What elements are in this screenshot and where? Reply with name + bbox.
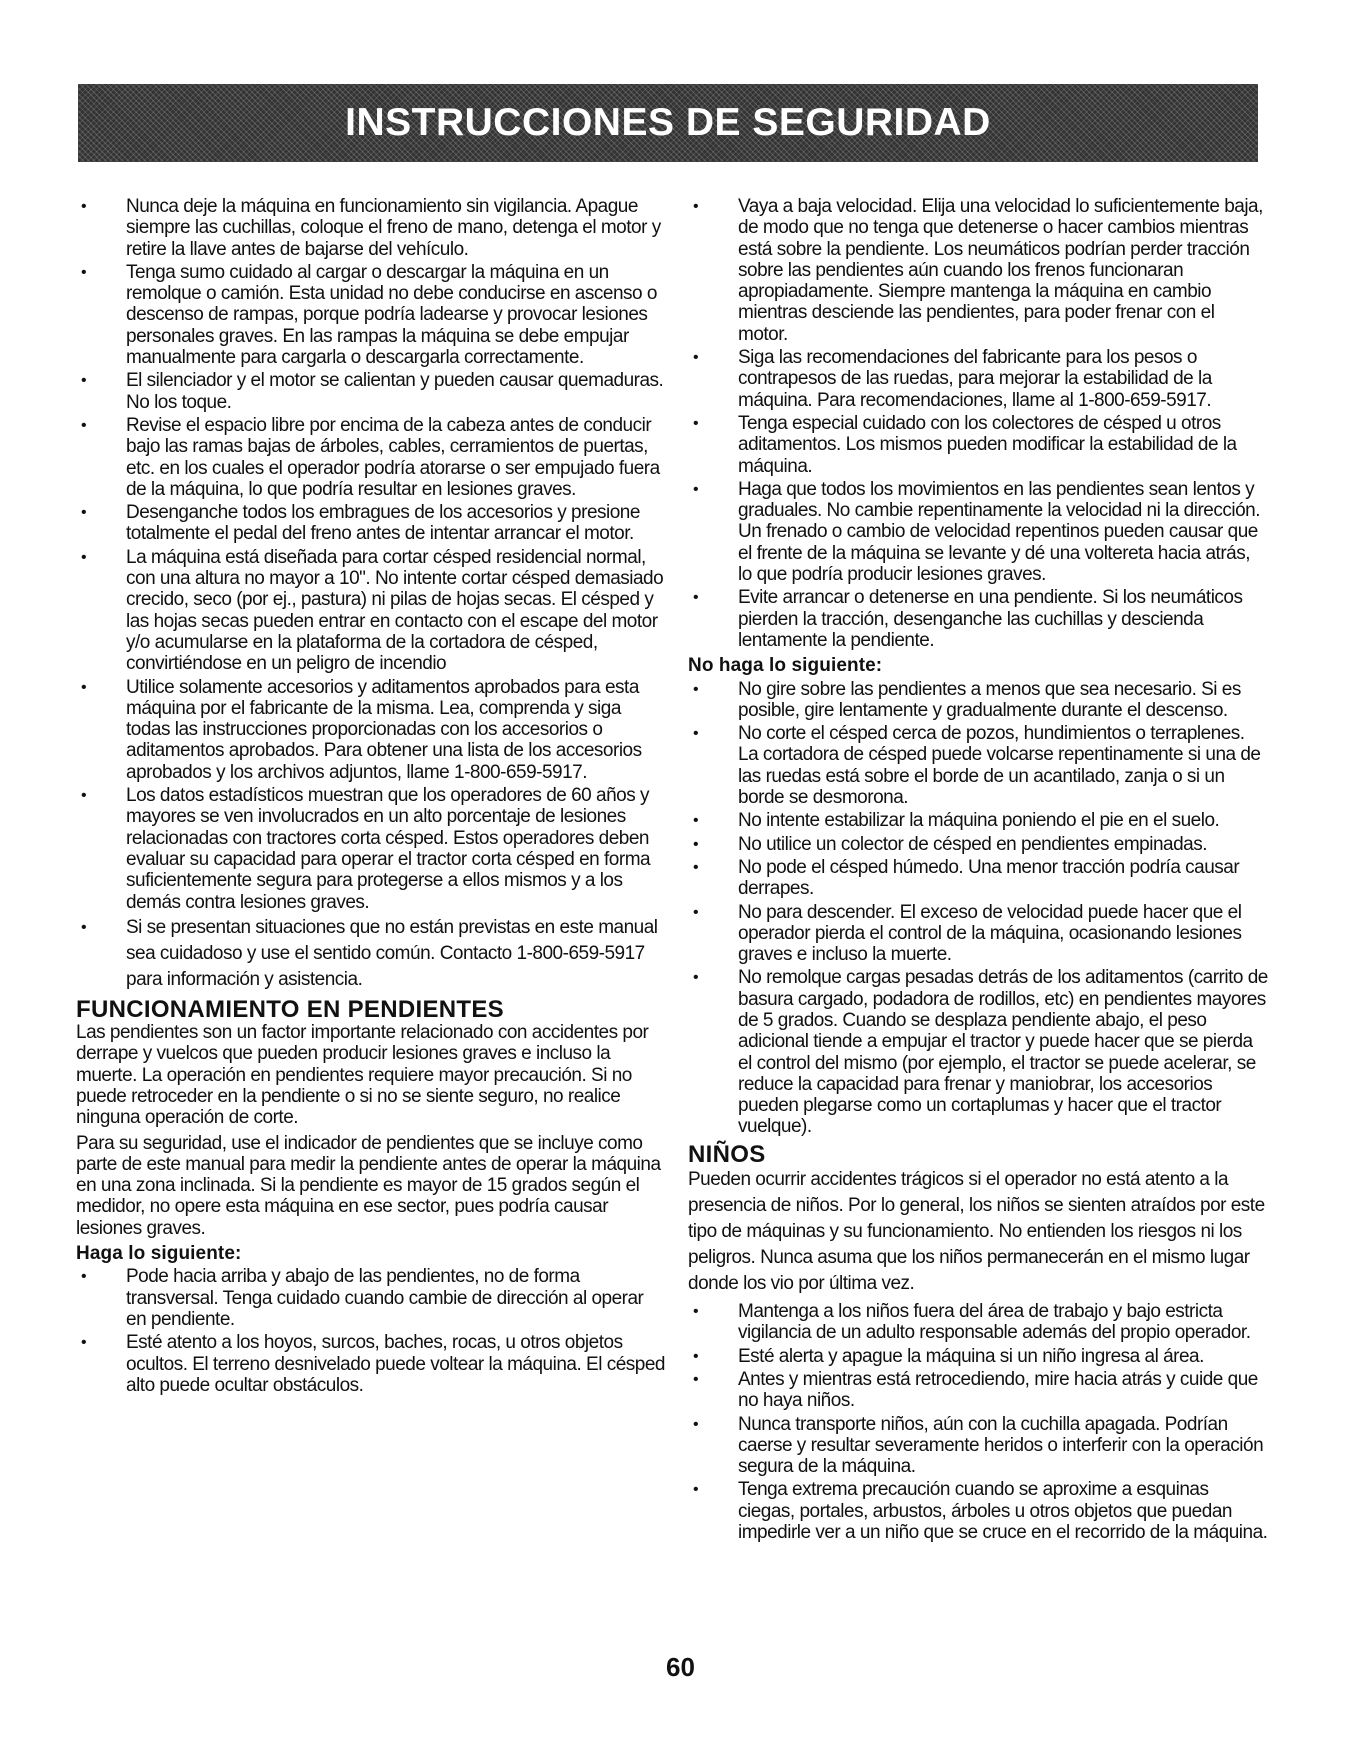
dont-heading: No haga lo siguiente: (688, 655, 883, 677)
list-item: • Esté alerta y apague la máquina si un niño ingresa al área. (688, 1346, 1268, 1367)
list-item: • Evite arrancar o detenerse en una pendiente. Si los neumáticos pierden la tracción, desenganche las cuchillas y descienda lentamente la pendiente. (688, 587, 1268, 651)
list-item: • No remolque cargas pesadas detrás de los aditamentos (carrito de basura cargado, podadora de rodillos, etc) en pendientes mayores de 5 grados. Cuando se desplaza pendiente abajo, el peso adicional tiende a empujar el tractor y puede hacer que se pierda el control del mismo (por ejemplo, el tractor se puede acelerar, se reduce la capacidad para frenar y maniobrar, los accesorios pueden plegarse como un cortaplumas y hacer que el tractor vuelque). (688, 967, 1268, 1137)
do-list (76, 1266, 668, 1396)
list-item: • Haga que todos los movimientos en las pendientes sean lentos y graduales. No cambie repentinamente la velocidad ni la dirección. Un frenado o cambio de velocidad repentinos pueden causar que el frente de la máquina se levante y dé una voltereta hacia atrás, lo que podría producir lesiones graves. (688, 479, 1268, 585)
list-item: • Tenga extrema precaución cuando se aproxime a esquinas ciegas, portales, arbustos, árboles u otros objetos que puedan impedirle ver a un niño que se cruce en el recorrido de la máquina. (688, 1479, 1268, 1543)
list-item: • Si se presentan situaciones que no están previstas en este manual sea cuidadoso y use el sentido común. Contacto 1-800-659-5917 para información y asistencia. (76, 915, 668, 993)
list-item: • La máquina está diseñada para cortar césped residencial normal, con una altura no mayor a 10". No intente cortar césped demasiado crecido, seco (por ej., pastura) ni pilas de hojas secas. El césped y las hojas secas pueden entrar en contacto con el escape del motor y/o acumularse en la plataforma de la cortadora de césped, convirtiéndose en un peligro de incendio (76, 547, 668, 675)
list-item: • El silenciador y el motor se calientan y pueden causar quemaduras. No los toque. (76, 370, 668, 413)
list-item: • Antes y mientras está retrocediendo, mire hacia atrás y cuide que no haya niños. (688, 1369, 1268, 1412)
do-heading: Haga lo siguiente: (76, 1243, 242, 1265)
list-item: • No gire sobre las pendientes a menos que sea necesario. Si es posible, gire lentamente y gradualmente durante el descenso. (688, 679, 1268, 722)
list-item: • Los datos estadísticos muestran que los operadores de 60 años y mayores se ven involucrados en un alto porcentaje de lesiones relacionadas con tractores corta césped. Estos operadores deben evaluar su capacidad para operar el tractor corta césped en forma suficientemente segura para protegerse a ellos mismos y a los demás contra lesiones graves. (76, 785, 668, 913)
list-item: • Pode hacia arriba y abajo de las pendientes, no de forma transversal. Tenga cuidado cuando cambie de dirección al operar en pendiente. (76, 1266, 668, 1330)
do-list-continued (688, 196, 1268, 651)
slopes-paragraph: Para su seguridad, use el indicador de pendientes que se incluye como parte de este manual para medir la pendiente antes de operar la máquina en una zona inclinada. Si la pendiente es mayor de 15 grados según el medidor, no opere esta máquina en ese sector, pues podría causar lesiones graves. (76, 1132, 661, 1239)
list-item: • Siga las recomendaciones del fabricante para los pesos o contrapesos de las ruedas, para mejorar la estabilidad de la máquina. Para recomendaciones, llame al 1-800-659-5917. (688, 347, 1268, 411)
list-item: • Utilice solamente accesorios y aditamentos aprobados para esta máquina por el fabricante de la misma. Lea, comprenda y siga todas las instrucciones proporcionadas con los accesorios o aditamentos aprobados. Para obtener una lista de los accesorios aprobados y los archivos adjuntos, llame 1-800-659-5917. (76, 677, 668, 783)
children-list (688, 1301, 1268, 1543)
page-number: 60 (666, 1652, 695, 1682)
page-title: INSTRUCCIONES DE SEGURIDAD (345, 101, 991, 144)
dont-list (688, 679, 1268, 1138)
slopes-paragraph: Las pendientes son un factor importante relacionado con accidentes por derrape y vuelcos que pueden producir lesiones graves e incluso la muerte. La operación en pendientes requiere mayor precaución. Si no puede retroceder en la pendiente o si no se siente seguro, no realice ninguna operación de corte. (76, 1022, 649, 1129)
left-column (76, 196, 668, 1398)
list-item: • No corte el césped cerca de pozos, hundimientos o terraplenes. La cortadora de césped puede volcarse repentinamente si una de las ruedas está sobre el borde de un acantilado, zanja o si un borde se desmorona. (688, 723, 1268, 808)
list-item: • No pode el césped húmedo. Una menor tracción podría causar derrapes. (688, 857, 1268, 900)
slopes-heading: FUNCIONAMIENTO EN PENDIENTES (76, 995, 504, 1023)
list-item: • Tenga especial cuidado con los colectores de césped u otros aditamentos. Los mismos pueden modificar la estabilidad de la máquina. (688, 413, 1268, 477)
list-item: • Vaya a baja velocidad. Elija una velocidad lo suficientemente baja, de modo que no tenga que detenerse o hacer cambios mientras está sobre la pendiente. Los neumáticos podrían perder tracción sobre las pendientes aún cuando los frenos funcionaran apropiadamente. Siempre mantenga la máquina en cambio mientras desciende las pendientes, para poder frenar con el motor. (688, 196, 1268, 345)
children-heading: NIÑOS (688, 1140, 766, 1168)
right-column (688, 196, 1268, 1545)
list-item: • Revise el espacio libre por encima de la cabeza antes de conducir bajo las ramas bajas de árboles, cables, cerramientos de puertas, etc. en los cuales el operador podría atorarse o ser empujado fuera de la máquina, lo que podría resultar en lesiones graves. (76, 415, 668, 500)
children-paragraph: Pueden ocurrir accidentes trágicos si el operador no está atento a la presencia de niños. Por lo general, los niños se sienten atraídos por este tipo de máquinas y su funcionamiento. No entienden los riesgos ni los peligros. Nunca asuma que los niños permanecerán en el mismo lugar donde los vio por última vez. (688, 1169, 1265, 1295)
list-item: • Nunca transporte niños, aún con la cuchilla apagada. Podrían caerse y resultar severamente heridos o interferir con la operación segura de la máquina. (688, 1414, 1268, 1478)
list-item: • No utilice un colector de césped en pendientes empinadas. (688, 834, 1268, 855)
list-item: • No intente estabilizar la máquina poniendo el pie en el suelo. (688, 810, 1268, 831)
list-item: • Tenga sumo cuidado al cargar o descargar la máquina en un remolque o camión. Esta unidad no debe conducirse en ascenso o descenso de rampas, porque podría ladearse y provocar lesiones personales graves. En las rampas la máquina se debe empujar manualmente para cargarla o descargarla correctamente. (76, 262, 668, 368)
list-item: • Esté atento a los hoyos, surcos, baches, rocas, u otros objetos ocultos. El terreno desnivelado puede voltear la máquina. El césped alto puede ocultar obstáculos. (76, 1332, 668, 1396)
general-safety-list (76, 196, 668, 993)
list-item: • Desenganche todos los embragues de los accesorios y presione totalmente el pedal del freno antes de intentar arrancar el motor. (76, 502, 668, 545)
list-item: • Nunca deje la máquina en funcionamiento sin vigilancia. Apague siempre las cuchillas, coloque el freno de mano, detenga el motor y retire la llave antes de bajarse del vehículo. (76, 196, 668, 260)
list-item: • Mantenga a los niños fuera del área de trabajo y bajo estricta vigilancia de un adulto responsable además del propio operador. (688, 1301, 1268, 1344)
title-banner (78, 84, 1258, 162)
list-item: • No para descender. El exceso de velocidad puede hacer que el operador pierda el control de la máquina, ocasionando lesiones graves e incluso la muerte. (688, 902, 1268, 966)
